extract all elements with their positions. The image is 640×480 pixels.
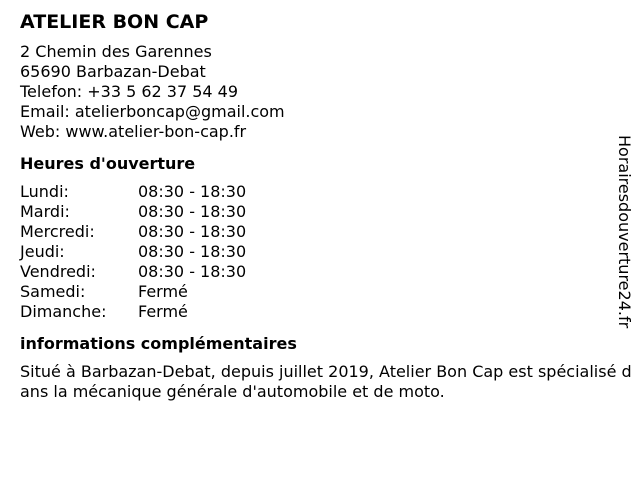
time-value: 08:30 - 18:30 <box>138 202 247 221</box>
time-value: 08:30 - 18:30 <box>138 242 247 261</box>
hours-row-sunday <box>20 302 610 322</box>
day-label: Samedi: <box>20 282 86 301</box>
day-label: Jeudi: <box>20 242 65 261</box>
time-value: 08:30 - 18:30 <box>138 222 247 241</box>
phone: Telefon: +33 5 62 37 54 49 <box>20 82 239 101</box>
time-value: 08:30 - 18:30 <box>138 182 247 201</box>
hours-row-saturday <box>20 282 610 302</box>
website: Web: www.atelier-bon-cap.fr <box>20 122 247 141</box>
day-label: Mardi: <box>20 202 70 221</box>
info-title: informations complémentaires <box>20 334 297 353</box>
day-label: Mercredi: <box>20 222 95 241</box>
info-text: Situé à Barbazan-Debat, depuis juillet 2019, Atelier Bon Cap est spécialisé dans la mécanique générale d'automobile et de moto. <box>20 362 632 401</box>
hours-row-wednesday <box>20 222 610 242</box>
business-name: ATELIER BON CAP <box>20 11 209 33</box>
hours-row-thursday <box>20 242 610 262</box>
hours-row-tuesday <box>20 202 610 222</box>
hours-row-friday <box>20 262 610 282</box>
day-label: Vendredi: <box>20 262 96 281</box>
watermark-text: Horairesdouverture24.fr <box>615 135 634 329</box>
email: Email: atelierboncap@gmail.com <box>20 102 285 121</box>
hours-row-monday <box>20 182 610 202</box>
hours-table <box>20 182 610 322</box>
address-line-2: 65690 Barbazan-Debat <box>20 62 206 81</box>
time-value: 08:30 - 18:30 <box>138 262 247 281</box>
day-label: Lundi: <box>20 182 69 201</box>
time-value: Fermé <box>138 282 188 301</box>
day-label: Dimanche: <box>20 302 107 321</box>
address-line-1: 2 Chemin des Garennes <box>20 42 212 61</box>
time-value: Fermé <box>138 302 188 321</box>
hours-title: Heures d'ouverture <box>20 154 196 173</box>
